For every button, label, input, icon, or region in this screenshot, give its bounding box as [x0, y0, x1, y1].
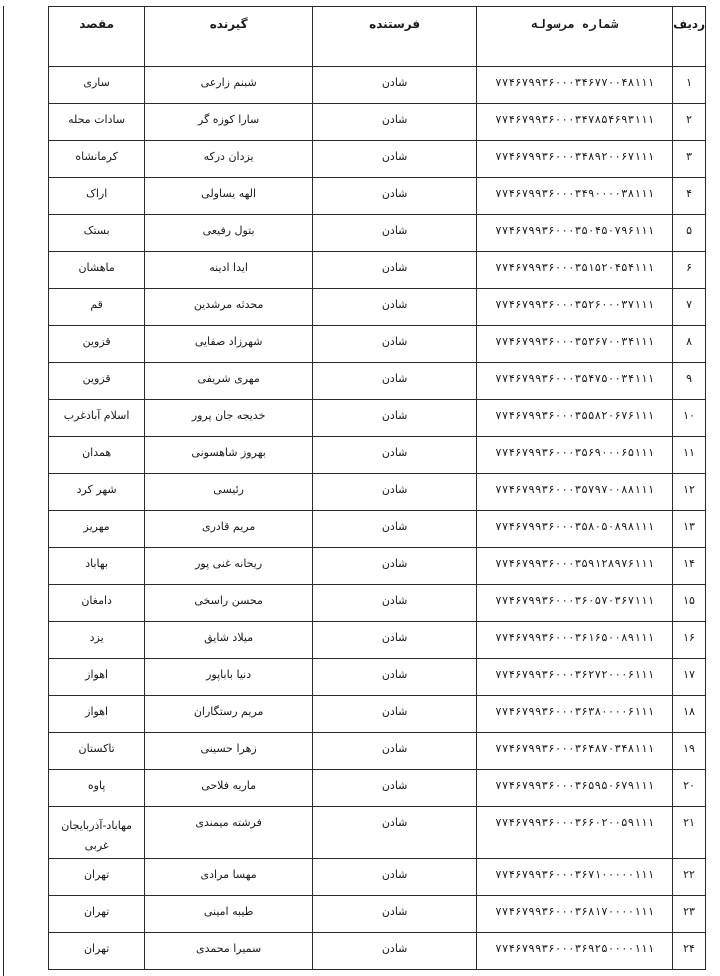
table-row — [49, 474, 706, 511]
cell-row-number: ۷ — [673, 289, 706, 326]
cell-sender: شادن — [313, 733, 477, 770]
cell-sender: شادن — [313, 622, 477, 659]
cell-row-number: ۲۰ — [673, 770, 706, 807]
table-row — [49, 400, 706, 437]
cell-row-number: ۵ — [673, 215, 706, 252]
table-row — [49, 896, 706, 933]
table-row — [49, 770, 706, 807]
table-header-row — [49, 7, 706, 67]
header-row-number: ردیف — [673, 7, 706, 67]
cell-sender: شادن — [313, 363, 477, 400]
cell-receiver: فرشته میمندی — [145, 807, 313, 859]
cell-tracking-number: ۷۷۴۶۷۹۹۳۶۰۰۰۳۶۶۰۲۰۰۵۹۱۱۱ — [477, 807, 673, 859]
cell-destination: اسلام آبادغرب — [49, 400, 145, 437]
cell-receiver: خدیجه جان پرور — [145, 400, 313, 437]
cell-destination: تهران — [49, 896, 145, 933]
cell-receiver: مریم رستگاران — [145, 696, 313, 733]
cell-sender: شادن — [313, 659, 477, 696]
cell-receiver: محدثه مرشدین — [145, 289, 313, 326]
table-row — [49, 807, 706, 859]
cell-sender: شادن — [313, 548, 477, 585]
cell-sender: شادن — [313, 400, 477, 437]
table-row — [49, 104, 706, 141]
cell-destination: اراک — [49, 178, 145, 215]
table-row — [49, 696, 706, 733]
cell-tracking-number: ۷۷۴۶۷۹۹۳۶۰۰۰۳۴۹۰۰۰۰۳۸۱۱۱ — [477, 178, 673, 215]
cell-tracking-number: ۷۷۴۶۷۹۹۳۶۰۰۰۳۵۳۶۷۰۰۳۴۱۱۱ — [477, 326, 673, 363]
cell-destination: شهر کرد — [49, 474, 145, 511]
cell-receiver: دنیا باباپور — [145, 659, 313, 696]
cell-tracking-number: ۷۷۴۶۷۹۹۳۶۰۰۰۳۵۴۷۵۰۰۳۴۱۱۱ — [477, 363, 673, 400]
table-row — [49, 733, 706, 770]
cell-sender: شادن — [313, 215, 477, 252]
cell-tracking-number: ۷۷۴۶۷۹۹۳۶۰۰۰۳۵۸۰۵۰۸۹۸۱۱۱ — [477, 511, 673, 548]
cell-receiver: الهه یساولی — [145, 178, 313, 215]
cell-tracking-number: ۷۷۴۶۷۹۹۳۶۰۰۰۳۶۰۵۷۰۳۶۷۱۱۱ — [477, 585, 673, 622]
cell-destination: پاوه — [49, 770, 145, 807]
cell-row-number: ۲ — [673, 104, 706, 141]
cell-row-number: ۲۳ — [673, 896, 706, 933]
table-row — [49, 859, 706, 896]
cell-sender: شادن — [313, 252, 477, 289]
cell-tracking-number: ۷۷۴۶۷۹۹۳۶۰۰۰۳۵۲۶۰۰۰۳۷۱۱۱ — [477, 289, 673, 326]
cell-destination: قزوین — [49, 326, 145, 363]
cell-sender: شادن — [313, 807, 477, 859]
cell-receiver: شهرزاد صفایی — [145, 326, 313, 363]
cell-tracking-number: ۷۷۴۶۷۹۹۳۶۰۰۰۳۵۰۴۵۰۷۹۶۱۱۱ — [477, 215, 673, 252]
cell-sender: شادن — [313, 696, 477, 733]
table-row — [49, 659, 706, 696]
cell-sender: شادن — [313, 859, 477, 896]
cell-destination: بهاباد — [49, 548, 145, 585]
cell-sender: شادن — [313, 933, 477, 970]
table-row — [49, 363, 706, 400]
cell-row-number: ۱۵ — [673, 585, 706, 622]
cell-destination: مهاباد-آذربایجان غربی — [49, 807, 145, 859]
cell-tracking-number: ۷۷۴۶۷۹۹۳۶۰۰۰۳۶۸۱۷۰۰۰۰۱۱۱ — [477, 896, 673, 933]
cell-sender: شادن — [313, 474, 477, 511]
table-row — [49, 511, 706, 548]
cell-row-number: ۱۳ — [673, 511, 706, 548]
cell-receiver: محسن راسخی — [145, 585, 313, 622]
cell-sender: شادن — [313, 326, 477, 363]
cell-tracking-number: ۷۷۴۶۷۹۹۳۶۰۰۰۳۵۹۱۲۸۹۷۶۱۱۱ — [477, 548, 673, 585]
cell-destination: ساری — [49, 67, 145, 104]
cell-receiver: طیبه امینی — [145, 896, 313, 933]
table-row — [49, 178, 706, 215]
cell-row-number: ۲۴ — [673, 933, 706, 970]
cell-destination: دامغان — [49, 585, 145, 622]
cell-tracking-number: ۷۷۴۶۷۹۹۳۶۰۰۰۳۶۱۶۵۰۰۸۹۱۱۱ — [477, 622, 673, 659]
cell-receiver: زهرا حسینی — [145, 733, 313, 770]
cell-tracking-number: ۷۷۴۶۷۹۹۳۶۰۰۰۳۶۵۹۵۰۶۷۹۱۱۱ — [477, 770, 673, 807]
cell-tracking-number: ۷۷۴۶۷۹۹۳۶۰۰۰۳۴۸۹۲۰۰۶۷۱۱۱ — [477, 141, 673, 178]
cell-receiver: شبنم زارعی — [145, 67, 313, 104]
cell-receiver: بتول رفیعی — [145, 215, 313, 252]
cell-row-number: ۱۹ — [673, 733, 706, 770]
cell-row-number: ۹ — [673, 363, 706, 400]
cell-sender: شادن — [313, 770, 477, 807]
cell-destination: همدان — [49, 437, 145, 474]
cell-row-number: ۲۱ — [673, 807, 706, 859]
cell-tracking-number: ۷۷۴۶۷۹۹۳۶۰۰۰۳۶۹۲۵۰۰۰۰۱۱۱ — [477, 933, 673, 970]
table-row — [49, 585, 706, 622]
cell-sender: شادن — [313, 437, 477, 474]
cell-tracking-number: ۷۷۴۶۷۹۹۳۶۰۰۰۳۶۷۱۰۰۰۰۰۱۱۱ — [477, 859, 673, 896]
table-row — [49, 289, 706, 326]
table-row — [49, 326, 706, 363]
table-row — [49, 548, 706, 585]
cell-row-number: ۶ — [673, 252, 706, 289]
cell-receiver: یزدان درکه — [145, 141, 313, 178]
cell-row-number: ۳ — [673, 141, 706, 178]
cell-sender: شادن — [313, 896, 477, 933]
shipments-table — [48, 6, 706, 970]
cell-row-number: ۱۷ — [673, 659, 706, 696]
cell-row-number: ۱۱ — [673, 437, 706, 474]
table-row — [49, 933, 706, 970]
cell-destination: یزد — [49, 622, 145, 659]
cell-receiver: ماریه فلاحی — [145, 770, 313, 807]
cell-destination: کرمانشاه — [49, 141, 145, 178]
cell-row-number: ۲۲ — [673, 859, 706, 896]
cell-sender: شادن — [313, 141, 477, 178]
table-row — [49, 252, 706, 289]
cell-tracking-number: ۷۷۴۶۷۹۹۳۶۰۰۰۳۶۴۸۷۰۳۴۸۱۱۱ — [477, 733, 673, 770]
cell-receiver: رئیسی — [145, 474, 313, 511]
cell-destination: بستک — [49, 215, 145, 252]
cell-destination: اهواز — [49, 659, 145, 696]
cell-tracking-number: ۷۷۴۶۷۹۹۳۶۰۰۰۳۵۱۵۲۰۴۵۴۱۱۱ — [477, 252, 673, 289]
cell-destination: سادات محله — [49, 104, 145, 141]
cell-receiver: ایدا ادینه — [145, 252, 313, 289]
cell-sender: شادن — [313, 104, 477, 141]
cell-row-number: ۱۲ — [673, 474, 706, 511]
table-row — [49, 141, 706, 178]
header-tracking-number: شماره مرسوله — [477, 7, 673, 67]
cell-sender: شادن — [313, 67, 477, 104]
cell-destination: ماهشان — [49, 252, 145, 289]
cell-sender: شادن — [313, 585, 477, 622]
cell-row-number: ۱۴ — [673, 548, 706, 585]
cell-receiver: ریحانه غنی پور — [145, 548, 313, 585]
cell-tracking-number: ۷۷۴۶۷۹۹۳۶۰۰۰۳۴۷۸۵۴۶۹۳۱۱۱ — [477, 104, 673, 141]
cell-tracking-number: ۷۷۴۶۷۹۹۳۶۰۰۰۳۶۲۷۲۰۰۰۶۱۱۱ — [477, 659, 673, 696]
table-row — [49, 622, 706, 659]
cell-row-number: ۱ — [673, 67, 706, 104]
cell-sender: شادن — [313, 511, 477, 548]
cell-receiver: مهری شریفی — [145, 363, 313, 400]
cell-receiver: سارا کوزه گر — [145, 104, 313, 141]
cell-destination: قم — [49, 289, 145, 326]
header-receiver: گیرنده — [145, 7, 313, 67]
cell-receiver: مریم قادری — [145, 511, 313, 548]
left-page-edge — [0, 6, 4, 976]
cell-receiver: مهسا مرادی — [145, 859, 313, 896]
cell-destination: تاکستان — [49, 733, 145, 770]
cell-sender: شادن — [313, 289, 477, 326]
cell-receiver: بهروز شاهسونی — [145, 437, 313, 474]
cell-tracking-number: ۷۷۴۶۷۹۹۳۶۰۰۰۳۵۶۹۰۰۰۶۵۱۱۱ — [477, 437, 673, 474]
header-destination: مقصد — [49, 7, 145, 67]
cell-receiver: میلاد شایق — [145, 622, 313, 659]
cell-row-number: ۱۰ — [673, 400, 706, 437]
cell-row-number: ۱۶ — [673, 622, 706, 659]
table-row — [49, 67, 706, 104]
cell-sender: شادن — [313, 178, 477, 215]
cell-tracking-number: ۷۷۴۶۷۹۹۳۶۰۰۰۳۵۵۸۲۰۶۷۶۱۱۱ — [477, 400, 673, 437]
cell-row-number: ۸ — [673, 326, 706, 363]
cell-row-number: ۱۸ — [673, 696, 706, 733]
header-sender: فرستنده — [313, 7, 477, 67]
table-row — [49, 215, 706, 252]
cell-tracking-number: ۷۷۴۶۷۹۹۳۶۰۰۰۳۶۳۸۰۰۰۰۶۱۱۱ — [477, 696, 673, 733]
table-row — [49, 437, 706, 474]
cell-receiver: سمیرا محمدی — [145, 933, 313, 970]
cell-destination: اهواز — [49, 696, 145, 733]
cell-destination: مهریز — [49, 511, 145, 548]
cell-tracking-number: ۷۷۴۶۷۹۹۳۶۰۰۰۳۵۷۹۷۰۰۸۸۱۱۱ — [477, 474, 673, 511]
cell-destination: تهران — [49, 933, 145, 970]
cell-destination: تهران — [49, 859, 145, 896]
cell-tracking-number: ۷۷۴۶۷۹۹۳۶۰۰۰۳۴۶۷۷۰۰۴۸۱۱۱ — [477, 67, 673, 104]
cell-destination: قزوین — [49, 363, 145, 400]
cell-row-number: ۴ — [673, 178, 706, 215]
